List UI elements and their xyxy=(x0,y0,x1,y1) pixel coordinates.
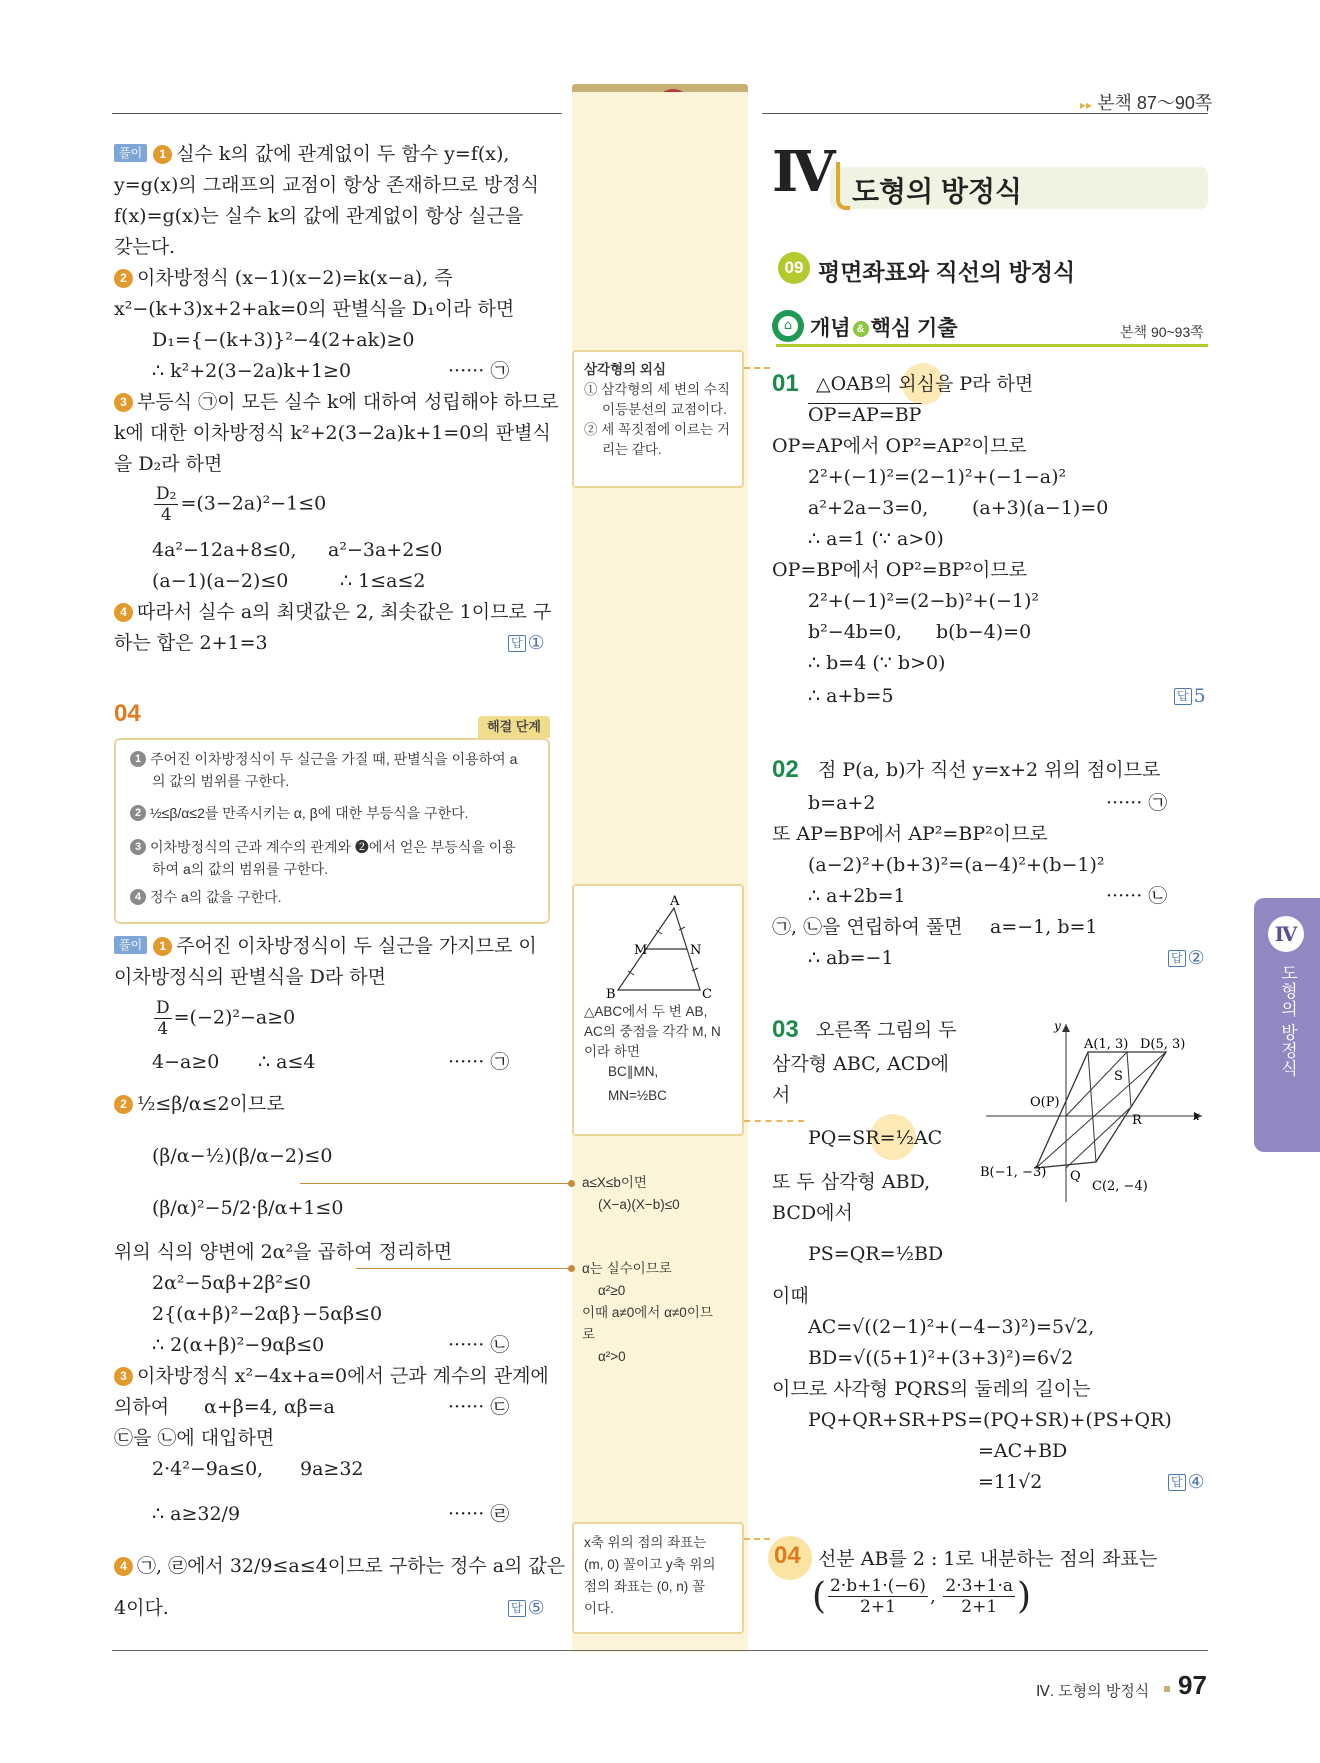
p1-line9: 3 부등식 ㉠이 모든 실수 k에 대하여 성립해야 하므로 xyxy=(114,388,559,416)
point-c-label: C(2, −4) xyxy=(1092,1179,1148,1194)
q4-num: 04 xyxy=(774,1542,801,1569)
double-arrow-icon: ▸▸ xyxy=(1080,98,1093,112)
left-column xyxy=(114,0,566,1763)
text: ㉠, ㉣에서 32/9≤a≤4이므로 구하는 정수 a의 값은 xyxy=(137,1555,566,1577)
marker-1: ······ ㉠ xyxy=(448,360,510,382)
point-r-label: R xyxy=(1132,1113,1142,1128)
chapter-title: 도형의 방정식 xyxy=(852,176,1023,207)
sub-title xyxy=(810,312,958,342)
sub-title-b: 핵심 기출 xyxy=(870,317,958,340)
p4-line3 xyxy=(152,998,295,1039)
box2-line1: △ABC에서 두 변 AB, xyxy=(584,1004,708,1019)
text: =(3−2a)²−1≤0 xyxy=(180,492,327,515)
note-real-alpha xyxy=(582,1258,742,1368)
concept-icon xyxy=(772,310,804,342)
marker-4: ······ ㉣ xyxy=(448,1503,510,1525)
note2-line4: 로 xyxy=(582,1327,596,1342)
p4-line16: ∴ a≥32/9 xyxy=(152,1503,241,1525)
text: 이차방정식 (x−1)(x−2)=k(x−a), 즉 xyxy=(137,267,453,289)
point-d-label: D(5, 3) xyxy=(1140,1037,1186,1052)
answer-q2 xyxy=(1168,944,1205,972)
q1-line10: ∴ b=4 (∵ b>0) xyxy=(808,652,946,674)
q1-num: 01 xyxy=(772,370,799,397)
frac-num: 2·b+1·(−6) xyxy=(830,1576,926,1596)
p1-line13a: 4a²−12a+8≤0, xyxy=(152,539,297,561)
center-column-cap xyxy=(572,84,748,92)
problem-number xyxy=(114,700,141,728)
dashed-connector-1 xyxy=(744,367,770,369)
answer-q1 xyxy=(1174,682,1206,710)
step-1: 1 주어진 이차방정식이 두 실근을 가질 때, 판별식을 이용하여 a xyxy=(130,748,517,770)
text: =(−2)²−a≥0 xyxy=(173,1006,296,1029)
frac-num: D₂ xyxy=(156,484,177,504)
parallelogram-graph xyxy=(980,1016,1208,1210)
box3-line3: 점의 좌표는 (0, n) 꼴 xyxy=(584,1579,706,1594)
triangle-figure xyxy=(584,894,734,998)
p4-line18: 4이다. xyxy=(114,1597,169,1619)
p1-line11: 을 D₂라 하면 xyxy=(114,453,223,475)
p4-line13a: 의하여 xyxy=(114,1396,170,1418)
p1-line13b: a²−3a+2≤0 xyxy=(328,539,443,561)
box-circumcenter xyxy=(572,350,744,488)
x-axis-label: x xyxy=(1193,1109,1200,1123)
p4-line4b: ∴ a≤4 xyxy=(258,1051,316,1073)
answer-p4 xyxy=(508,1594,545,1622)
footer-chapter: Ⅳ. 도형의 방정식 xyxy=(1036,1683,1150,1700)
side-tab[interactable] xyxy=(1254,898,1320,1152)
q2-line3: 또 AP=BP에서 AP²=BP²이므로 xyxy=(772,823,1048,845)
footer-bullet xyxy=(1164,1686,1170,1692)
answer-value: ① xyxy=(527,632,545,654)
q1-line11: ∴ a+b=5 xyxy=(808,685,894,707)
p4-line15a: 2·4²−9a≤0, xyxy=(152,1458,264,1480)
right-column xyxy=(772,0,1208,1763)
note1-line1: a≤X≤b이면 xyxy=(582,1175,647,1190)
q3-line6: BCD에서 xyxy=(772,1202,853,1224)
note2-line3: 이때 a≠0에서 α≠0이므 xyxy=(582,1305,713,1320)
note-interval xyxy=(582,1172,680,1216)
p1-line12 xyxy=(152,484,326,525)
solution-tag: 풀이 xyxy=(114,936,147,954)
q2-number xyxy=(772,756,799,784)
p1-line14a: (a−1)(a−2)≤0 xyxy=(152,570,289,592)
frac-den: 2+1 xyxy=(860,1597,896,1617)
marker-2: ······ ㉡ xyxy=(1106,885,1168,907)
answer-value: ② xyxy=(1187,947,1205,969)
box2-line4: BC∥MN, xyxy=(608,1064,659,1079)
q1-line8: 2²+(−1)²=(2−b)²+(−1)² xyxy=(808,590,1039,612)
text: 따라서 실수 a의 최댓값은 2, 최솟값은 1이므로 구 xyxy=(137,601,552,623)
p4-line14: ㉢을 ㉡에 대입하면 xyxy=(114,1427,275,1449)
text: ½≤β/α≤2를 만족시키는 α, β에 대한 부등식을 구한다. xyxy=(150,805,469,821)
point-b-label: B(−1, −3) xyxy=(980,1165,1047,1180)
answer-value: 5 xyxy=(1193,685,1206,707)
p4-line4a: 4−a≥0 xyxy=(152,1051,220,1073)
box3-line4: 이다. xyxy=(584,1601,614,1616)
marker-1: ······ ㉠ xyxy=(1106,792,1168,814)
page-number: 97 xyxy=(1178,1670,1207,1700)
point-a-label: A(1, 3) xyxy=(1084,1037,1129,1052)
answer-value: ④ xyxy=(1187,1471,1205,1493)
side-tab-number: Ⅳ xyxy=(1268,916,1304,952)
frac-num: 2·3+1·a xyxy=(945,1576,1014,1596)
answer-value: ⑤ xyxy=(527,1597,545,1619)
section-number-badge: 09 xyxy=(778,252,810,284)
text: 정수 a의 값을 구한다. xyxy=(150,889,282,905)
q2-num: 02 xyxy=(772,756,799,783)
q3-line13: =AC+BD xyxy=(978,1440,1068,1462)
q3-num: 03 xyxy=(772,1016,799,1043)
note2-line5: α²>0 xyxy=(598,1349,626,1364)
q3-line7: PS=QR=½BD xyxy=(808,1243,944,1265)
p4-line9: 2α²−5αβ+2β²≤0 xyxy=(152,1272,311,1294)
page-ref-text: 본책 87～90쪽 xyxy=(1097,93,1213,113)
chapter-bracket xyxy=(836,162,850,210)
leader-line-2 xyxy=(356,1268,572,1269)
p4-line6: (β/α−½)(β/α−2)≤0 xyxy=(152,1145,333,1167)
answer-tag: 답 xyxy=(508,635,526,652)
q1-line1: △OAB의 외심을 P라 하면 xyxy=(816,373,1034,395)
step-1b: 의 값의 범위를 구한다. xyxy=(152,773,290,789)
y-axis-arrow xyxy=(1062,1024,1070,1032)
q3-line14: =11√2 xyxy=(978,1471,1043,1493)
box1-line2: 이등분선의 교점이다. xyxy=(602,402,727,417)
answer-tag: 답 xyxy=(1174,688,1192,705)
box-midpoint-theorem xyxy=(572,884,744,1136)
ampersand-badge: & xyxy=(853,321,869,337)
step-3: 3 이차방정식의 근과 계수의 관계와 ❷에서 얻은 부등식을 이용 xyxy=(130,836,516,858)
step-4: 4 정수 a의 값을 구한다. xyxy=(130,886,282,908)
q4-line1: 선분 AB를 2 : 1로 내분하는 점의 좌표는 xyxy=(818,1548,1158,1570)
frac-den: 4 xyxy=(160,505,172,525)
text: ½≤β/α≤2이므로 xyxy=(137,1093,285,1115)
q1-line6: ∴ a=1 (∵ a>0) xyxy=(808,528,944,550)
q2-line6b: a=−1, b=1 xyxy=(990,916,1098,938)
box2-line2: AC의 중점을 각각 M, N xyxy=(584,1024,721,1039)
q3-line10: BD=√((5+1)²+(3+3)²)=6√2 xyxy=(808,1347,1074,1369)
q1-line3: OP=AP에서 OP²=AP²이므로 xyxy=(772,435,1027,457)
q3-line8: 이때 xyxy=(772,1285,809,1307)
p4-line8: 위의 식의 양변에 2α²을 곱하여 정리하면 xyxy=(114,1241,453,1263)
p4-line1: 풀이 1 주어진 이차방정식이 두 실근을 가지므로 이 xyxy=(114,932,537,960)
box1-line1: ① 삼각형의 세 변의 수직 xyxy=(584,382,730,397)
box3-line2: (m, 0) 꼴이고 y축 위의 xyxy=(584,1557,716,1572)
q2-line2: b=a+2 xyxy=(808,792,876,814)
sub-title-a: 개념 xyxy=(810,317,851,340)
leader-line-1 xyxy=(300,1183,572,1184)
note2-line1: α는 실수이므로 xyxy=(582,1261,672,1276)
box1-line4: 리는 같다. xyxy=(602,442,662,457)
point-q-label: Q xyxy=(1070,1169,1081,1184)
p1-line2: y=g(x)의 그래프의 교점이 항상 존재하므로 방정식 xyxy=(114,174,539,196)
answer-tag: 답 xyxy=(1168,1474,1186,1491)
q3-line1: 오른쪽 그림의 두 xyxy=(816,1019,957,1041)
leader-dot-1 xyxy=(568,1180,575,1187)
q1-number xyxy=(772,370,799,398)
note1-line2: (X−a)(X−b)≤0 xyxy=(598,1197,680,1212)
solution-tag: 풀이 xyxy=(114,144,147,162)
side-tab-label: 도형의 방정식 xyxy=(1278,964,1297,1078)
q2-line7: ∴ ab=−1 xyxy=(808,947,894,969)
answer-tag: 답 xyxy=(508,1600,526,1617)
diagonal-bd xyxy=(1036,1052,1166,1168)
box1-title: 삼각형의 외심 xyxy=(584,362,666,377)
p1-line5: 2 이차방정식 (x−1)(x−2)=k(x−a), 즉 xyxy=(114,264,453,292)
p4-line12: 3 이차방정식 x²−4x+a=0에서 근과 계수의 관계에 xyxy=(114,1362,549,1390)
chapter-number: Ⅳ xyxy=(772,139,836,205)
q3-line9: AC=√((2−1)²+(−4−3)²)=5√2, xyxy=(808,1316,1095,1338)
point-s-label: S xyxy=(1114,1069,1123,1084)
q3-line3: 서 xyxy=(772,1084,791,1106)
q1-line2: OP=AP=BP xyxy=(808,404,922,426)
p1-line4: 갖는다. xyxy=(114,236,176,258)
text: 주어진 이차방정식이 두 실근을 가질 때, 판별식을 이용하여 a xyxy=(150,751,518,767)
step-3b: 하여 a의 값의 범위를 구한다. xyxy=(152,861,328,877)
answer-q3 xyxy=(1168,1468,1205,1496)
footer-rule xyxy=(112,1650,1208,1651)
p1-line3: f(x)=g(x)는 실수 k의 값에 관계없이 항상 실근을 xyxy=(114,205,524,227)
p4-line10: 2{(α+β)²−2αβ}−5αβ≤0 xyxy=(152,1303,383,1325)
q3-line12: PQ+QR+SR+PS=(PQ+SR)+(PS+QR) xyxy=(808,1409,1172,1431)
p4-line2: 이차방정식의 판별식을 D라 하면 xyxy=(114,966,386,988)
paren-close: ) xyxy=(1017,1576,1032,1617)
p1-line10: k에 대한 이차방정식 k²+2(3−2a)k+1=0의 판별식 xyxy=(114,422,551,444)
step-2: 2 ½≤β/α≤2를 만족시키는 α, β에 대한 부등식을 구한다. xyxy=(130,802,469,824)
frac-den: 4 xyxy=(157,1019,169,1039)
p1-line6: x²−(k+3)x+2+ak=0의 판별식을 D₁이라 하면 xyxy=(114,298,515,320)
text: 이차방정식의 근과 계수의 관계와 ❷에서 얻은 부등식을 이용 xyxy=(150,839,516,855)
side-column xyxy=(572,92,748,1652)
sub-rule xyxy=(776,344,1208,347)
p1-line14b: ∴ 1≤a≤2 xyxy=(340,570,426,592)
problem-04-number: 04 xyxy=(114,700,141,727)
marker-3: ······ ㉢ xyxy=(448,1396,510,1418)
leader-dot-2 xyxy=(568,1265,575,1272)
q1-line5b: (a+3)(a−1)=0 xyxy=(972,497,1109,519)
diagonal-ac xyxy=(1088,1052,1096,1162)
q1-line9b: b(b−4)=0 xyxy=(936,621,1032,643)
p1-line1: 풀이 1 실수 k의 값에 관계없이 두 함수 y=f(x), xyxy=(114,140,509,168)
q3-line5: 또 두 삼각형 ABD, xyxy=(772,1171,931,1193)
p1-line8: ∴ k²+2(3−2a)k+1≥0 xyxy=(152,360,352,382)
text: 주어진 이차방정식이 두 실근을 가지므로 이 xyxy=(176,935,537,957)
frac-den: 2+1 xyxy=(961,1597,998,1617)
q3-line11: 이므로 사각형 PQRS의 둘레의 길이는 xyxy=(772,1378,1091,1400)
steps-tag: 해결 단계 xyxy=(478,716,550,738)
box2-line5: MN=½BC xyxy=(608,1088,667,1103)
frac-num: D xyxy=(156,998,170,1018)
text: 실수 k의 값에 관계없이 두 함수 y=f(x), xyxy=(176,143,510,165)
q3-line4: PQ=SR=½AC xyxy=(808,1127,943,1149)
y-axis-label: y xyxy=(1054,1019,1061,1033)
paren-open: ( xyxy=(812,1576,827,1617)
vertex-label: N xyxy=(690,943,702,958)
q3-number xyxy=(772,1016,799,1044)
vertex-label: A xyxy=(670,894,680,909)
q3-line2: 삼각형 ABC, ACD에 xyxy=(772,1053,949,1075)
p4-line15b: 9a≥32 xyxy=(300,1458,364,1480)
text: 이차방정식 x²−4x+a=0에서 근과 계수의 관계에 xyxy=(137,1365,549,1387)
box-axis-coords xyxy=(572,1522,744,1634)
section-title: 평면좌표와 직선의 방정식 xyxy=(818,259,1076,285)
marker-2: ······ ㉡ xyxy=(448,1334,510,1356)
point-o-label: O(P) xyxy=(1030,1095,1060,1110)
p1-line16: 하는 합은 2+1=3 xyxy=(114,632,268,654)
p1-line7: D₁={−(k+3)}²−4(2+ak)≥0 xyxy=(152,329,415,351)
q1-line9a: b²−4b=0, xyxy=(808,621,902,643)
q1-line7: OP=BP에서 OP²=BP²이므로 xyxy=(772,559,1028,581)
p4-line7: (β/α)²−5/2·β/α+1≤0 xyxy=(152,1197,344,1219)
p4-line5: 2 ½≤β/α≤2이므로 xyxy=(114,1090,285,1118)
vertex-label: B xyxy=(606,987,616,998)
q4-number xyxy=(774,1542,801,1570)
box3-line1: x축 위의 점의 좌표는 xyxy=(584,1535,707,1550)
dashed-connector-3 xyxy=(744,1538,770,1540)
q4-formula xyxy=(812,1576,1031,1617)
sub-ref: 본책 90~93쪽 xyxy=(1120,324,1204,340)
q2-line1: 점 P(a, b)가 직선 y=x+2 위의 점이므로 xyxy=(818,759,1161,781)
p4-line11: ∴ 2(α+β)²−9αβ≤0 xyxy=(152,1334,325,1356)
p1-line15: 4 따라서 실수 a의 최댓값은 2, 최솟값은 1이므로 구 xyxy=(114,598,551,626)
marker-1: ······ ㉠ xyxy=(448,1051,510,1073)
q2-line4: (a−2)²+(b+3)²=(a−4)²+(b−1)² xyxy=(808,854,1105,876)
answer-tag: 답 xyxy=(1168,950,1186,967)
vertex-label: M xyxy=(634,943,648,958)
p4-line17: 4 ㉠, ㉣에서 32/9≤a≤4이므로 구하는 정수 a의 값은 xyxy=(114,1552,565,1580)
answer-p1 xyxy=(508,629,545,657)
vertex-label: C xyxy=(702,987,712,998)
q2-line5: ∴ a+2b=1 xyxy=(808,885,906,907)
q1-line4: 2²+(−1)²=(2−1)²+(−1−a)² xyxy=(808,466,1067,488)
q2-line6a: ㉠, ㉡을 연립하여 풀면 xyxy=(772,916,963,938)
comma: , xyxy=(929,1586,942,1607)
q1-line5a: a²+2a−3=0, xyxy=(808,497,929,519)
p4-line13b: α+β=4, αβ=a xyxy=(204,1396,335,1418)
box2-line3: 이라 하면 xyxy=(584,1044,640,1059)
note2-line2: α²≥0 xyxy=(598,1283,626,1298)
text: 부등식 ㉠이 모든 실수 k에 대하여 성립해야 하므로 xyxy=(137,391,559,413)
steps-box xyxy=(114,738,550,924)
box1-line3: ② 세 꼭짓점에 이르는 거 xyxy=(584,422,730,437)
building-icon: ⌂ xyxy=(778,316,798,336)
